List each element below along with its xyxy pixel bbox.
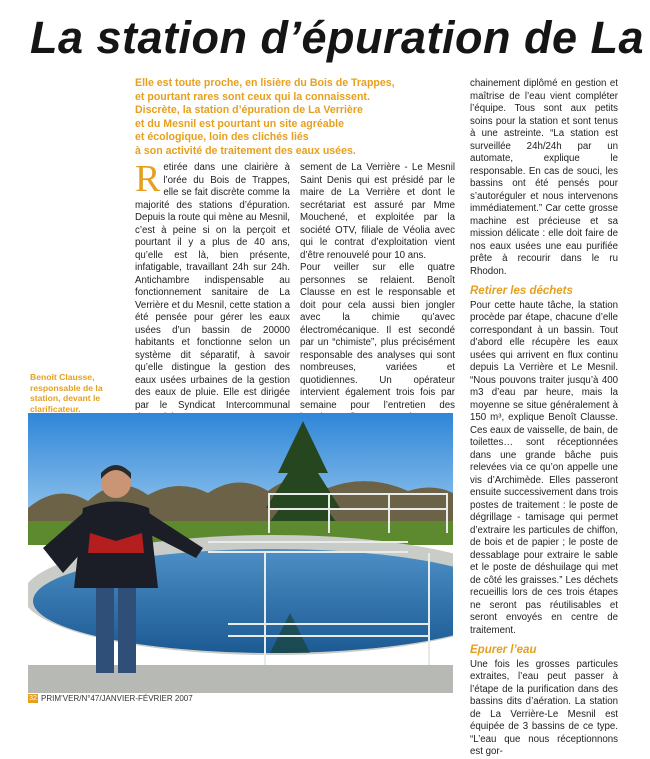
article-photo [28,413,453,693]
clarifier-photo-illustration [28,413,453,693]
subheading: Epurer l’eau [470,644,537,656]
page-number: 32 [29,695,37,703]
subheading: Retirer les déchets [470,285,573,297]
paragraph: Pour veiller sur elle quatre personnes se relaient. Benoît Clausse en est le responsable et doit pour cela aussi bien jongler avec la chimie qu’avec électromécanique. Il est secondé par un “chimiste”, plus précisément responsable des analyses qui sont nombreuses, variées et quotidiennes. Un opérateur intervient également trois fois par semaine pour l’entretien des [300,262,455,411]
lede-line: Elle est toute proche, en lisière du Bois de Trappes, [135,77,395,89]
paragraph: Une fois les grosses particules extraites, l’eau peut passer à l’étape de la purification dans des bassins dits d’aération. La station de La Verrière-Le Mesnil est équipée de 3 bassins de ce type. “L’eau que nous réceptionnons est gor- [470,658,618,757]
lede-line: et du Mesnil est pourtant un site agréable [135,117,344,130]
page-footer [28,694,193,703]
lede-line: et écologique, loin des clichés liés [135,131,309,143]
footer-text: PRIM’VER/N°47/JANVIER-FÉVRIER 2007 [41,694,193,703]
article-column-3 [470,78,618,759]
article-column-2 [300,162,455,425]
photo-caption: Benoît Clausse, responsable de la station, devant le clarificateur. [30,372,103,414]
lede-line: à son activité de traitement des eaux usées. [135,144,356,157]
article-column-1 [135,158,290,425]
drop-cap: R [135,158,161,200]
paragraph: chainement diplômé en gestion et maîtrise de l’eau vient compléter l’équipe. Tous sont aux petits soins pour la station et sont tenus à une astreinte. “La station est surveillée 24h/24h par un automate, explique le responsable. En cas de souci, les bassins ont été pensés pour s’autoréguler et nous intervenons immédiatement.” Car cette grosse machine est précieuse et sa mission délicate : elle doit faire de nos eaux usées une eau purifiée prête à recourir dans le ru Rhodon. [470,78,618,277]
paragraph: Pour cette haute tâche, la station procède par étape, chacune d’elle correspondant à un bassin. Tout d’abord elle récupère les eaux usées qui arrivent en flux continu depuis La Verrière et Le Mesnil. “Nous pouvons traiter jusqu’à 400 m3 d’eau par heure, mais la moyenne se situe généralement à 150 m³, explique Benoît Clausse. Ces eaux de vaisselle, de bain, de toilettes… sont réceptionnées dans une grande bâche puis relevées via ce qu’on appelle une vis d’Archimède. Elles passeront ensuite successivement dans trois postes de traitement : le poste de dégrillage - tamisage qui permet d’extraire les particules de chiffon, de bois et de papier ; le poste de dessablage pour extraire le sable et le poste de déshuilage qui met de côté les graisses.” Les déchets recueillis lors de ces trois étapes ne seront pas réutilisables et seront envoyés en centre de traitement. [470,299,618,636]
lede-line: et pourtant rares sont ceux qui la connaissent. [135,90,370,103]
paragraph: sement de La Verrière - Le Mesnil Saint Denis qui est présidé par le maire de La Verrière et dont le secrétariat est assuré par Mme Mouchené, et exploitée par la société OTV, filiale de Véolia avec qui le contrat d’exploitation vient d’être renouvelé pour 10 ans. [300,162,455,261]
article-lede [135,77,475,158]
lede-line: Discrète, la station d’épuration de La Verrière [135,104,363,116]
article-title: La station d’épuration de La [30,12,645,63]
paragraph: etirée dans une clairière à l’orée du Bois de Trappes, elle se fait discrète comme la majorité des stations d’épuration. Depuis la route qui mène au Mesnil, c’est à peine si on la perçoit et pourtant il y a plus de 40 ans, qu’elle est là, bien présente, infatigable, travaillant 24h sur 24h. Antichambre indispensable au fonctionnement sanitaire de La Verrière et du Mesnil, cette station a été pensée pour gérer les eaux usées d’un bassin de 20000 habitants et fonctionne selon un système dit séparatif, à savoir qu’elle distingue la gestion des eaux usées urbaines de la gestion des eaux de pluie. Elle est dirigée par le Syndicat Intercommunal [135,162,290,411]
